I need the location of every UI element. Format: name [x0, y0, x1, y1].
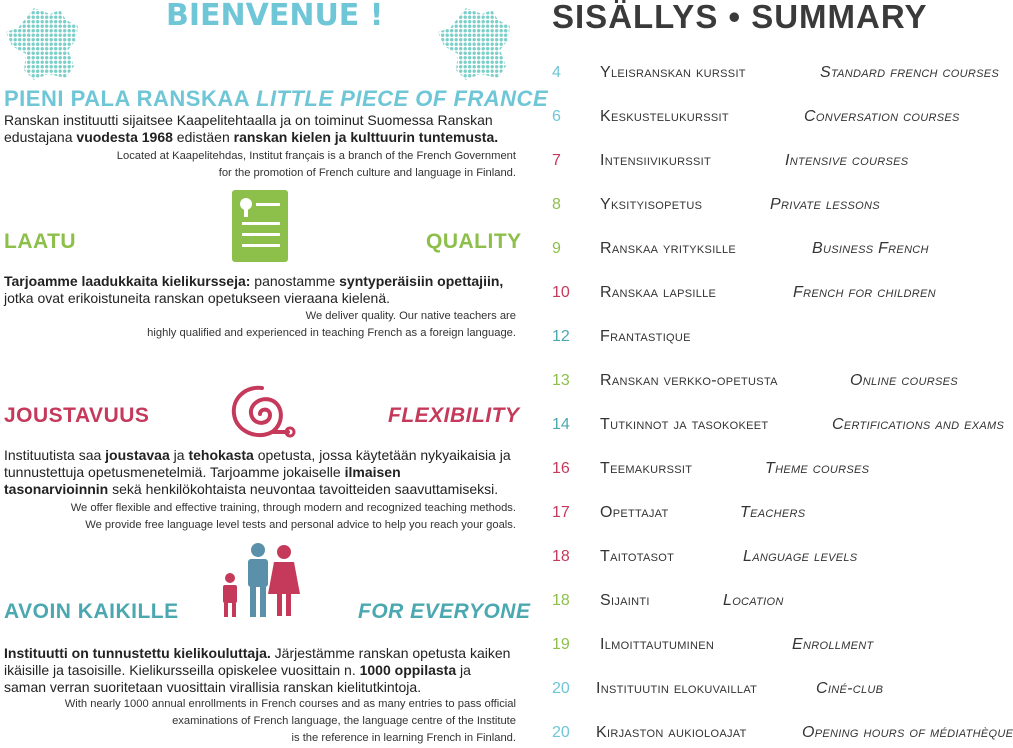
summary-item-label-en: Opening hours of médiathèque: [802, 724, 1013, 741]
everyone-heading-en: FOR EVERYONE: [358, 600, 531, 623]
summary-item-page: 18: [552, 548, 570, 565]
summary-item-label-fi: Intensiivikurssit: [600, 152, 712, 169]
summary-item-label-fi: Opettajat: [600, 504, 669, 521]
everyone-text-en: With nearly 1000 annual enrollments in French courses and as many entries to pass official examinations of French language, the language centre of the Institute is the reference in learning French in Finland.: [64, 698, 516, 744]
summary-item-label-en: Private lessons: [770, 196, 880, 213]
intro-heading-fi: PIENI PALA RANSKAA: [4, 86, 251, 111]
quality-text-fi: Tarjoamme laadukkaita kielikursseja: panostamme syntyperäisiin opettajiin, jotka ovat erikoistuneita ranskan opetukseen vieraana kielenä.: [4, 273, 504, 306]
summary-item-page: 12: [552, 328, 570, 345]
summary-item-label-fi: Ranskaa yrityksille: [600, 240, 737, 257]
summary-item-label-en: Online courses: [850, 372, 958, 389]
flexibility-text-fi: Instituutista saa joustavaa ja tehokasta opetusta, jossa käytetään nykyaikaisia ja tunnustettuja opetusmenetelmiä. Tarjoamme jokaiselle ilmaisen tasonarvioinnin sekä henkilökohtaista neuvontaa tavoitteiden saavuttamiseksi.: [4, 447, 511, 497]
summary-item-label-en: Ciné-club: [816, 680, 884, 697]
summary-item-label-fi: Tutkinnot ja tasokokeet: [600, 416, 769, 433]
summary-item-page: 6: [552, 108, 561, 125]
summary-item-label-en: French for children: [793, 284, 936, 301]
summary-item-page: 14: [552, 416, 570, 433]
summary-item-label-en: Standard french courses: [820, 64, 1000, 81]
quality-text-en: We deliver quality. Our native teachers are highly qualified and experienced in teaching French as a foreign language.: [147, 310, 516, 339]
summary-item-page: 17: [552, 504, 570, 521]
summary-item-label-en: Business French: [812, 240, 929, 257]
summary-item-label-fi: Ilmoittautuminen: [600, 636, 715, 653]
page-title: BIENVENUE !: [166, 0, 384, 33]
summary-item-page: 20: [552, 724, 570, 741]
summary-item-page: 9: [552, 240, 561, 257]
summary-item-label-en: Language levels: [743, 548, 858, 565]
summary-item-page: 20: [552, 680, 570, 697]
intro-text-fi: Ranskan instituutti sijaitsee Kaapelitehtaalla ja on toiminut Suomessa Ranskan edustajana vuodesta 1968 edistäen ranskan kielen ja kulttuurin tuntemusta.: [4, 112, 499, 145]
family-icon: [210, 540, 310, 620]
summary-item-label-fi: Yksityisopetus: [600, 196, 703, 213]
summary-item-label-en: Certifications and exams: [832, 416, 1005, 433]
summary-item-label-en: Enrollment: [792, 636, 874, 653]
intro-heading-en: LITTLE PIECE OF FRANCE: [256, 86, 549, 111]
summary-item-page: 7: [552, 152, 561, 169]
summary-item-label-en: Theme courses: [765, 460, 870, 477]
everyone-heading-fi: AVOIN KAIKILLE: [4, 600, 179, 623]
summary-item-page: 13: [552, 372, 570, 389]
flexibility-heading-en: FLEXIBILITY: [388, 404, 520, 427]
summary-item-label-en: Location: [723, 592, 784, 609]
france-map-icon-right: [436, 6, 514, 82]
summary-title: SISÄLLYS • SUMMARY: [552, 0, 928, 35]
summary-item-page: 4: [552, 64, 561, 81]
flexibility-heading-fi: JOUSTAVUUS: [4, 404, 150, 427]
summary-item-label-en: Teachers: [740, 504, 806, 521]
summary-item-label-fi: Ranskan verkko-opetusta: [600, 372, 778, 389]
summary-item-page: 10: [552, 284, 570, 301]
summary-item-label-fi: Ranskaa lapsille: [600, 284, 717, 301]
summary-item-page: 18: [552, 592, 570, 609]
document-icon: [232, 190, 288, 262]
summary-item-label-fi: Keskustelukurssit: [600, 108, 729, 125]
summary-item-label-fi: Yleisranskan kurssit: [600, 64, 746, 81]
summary-item-label-fi: Teemakurssit: [600, 460, 693, 477]
summary-item-label-fi: Frantastique: [600, 328, 691, 345]
france-map-icon-left: [4, 6, 82, 82]
quality-heading-en: QUALITY: [426, 230, 522, 253]
summary-item-label-fi: Kirjaston aukioloajat: [596, 724, 747, 741]
everyone-text-fi: Instituutti on tunnustettu kielikouluttaja. Järjestämme ranskan opetusta kaiken ikäisille ja tasoisille. Kielikursseilla opiskelee vuosittain n. 1000 oppilasta ja saman verran suoritetaan vuosittain virallisia ranskan kielitutkintoja.: [4, 645, 511, 695]
summary-item-label-en: Intensive courses: [785, 152, 909, 169]
summary-item-label-en: Conversation courses: [804, 108, 960, 125]
quality-heading-fi: LAATU: [4, 230, 77, 253]
summary-item-label-fi: Instituutin elokuvaillat: [596, 680, 758, 697]
summary-item-page: 19: [552, 636, 570, 653]
summary-item-page: 8: [552, 196, 561, 213]
spiral-icon: [226, 384, 296, 440]
summary-item-label-fi: Sijainti: [600, 592, 650, 609]
summary-item-label-fi: Taitotasot: [600, 548, 675, 565]
intro-text-en: Located at Kaapelitehdas, Institut français is a branch of the French Government for the promotion of French culture and language in Finland.: [116, 150, 516, 179]
flexibility-text-en: We offer flexible and effective training, through modern and recognized teaching methods. We provide free language level tests and personal advice to help you reach your goals.: [70, 502, 516, 531]
summary-item-page: 16: [552, 460, 570, 477]
